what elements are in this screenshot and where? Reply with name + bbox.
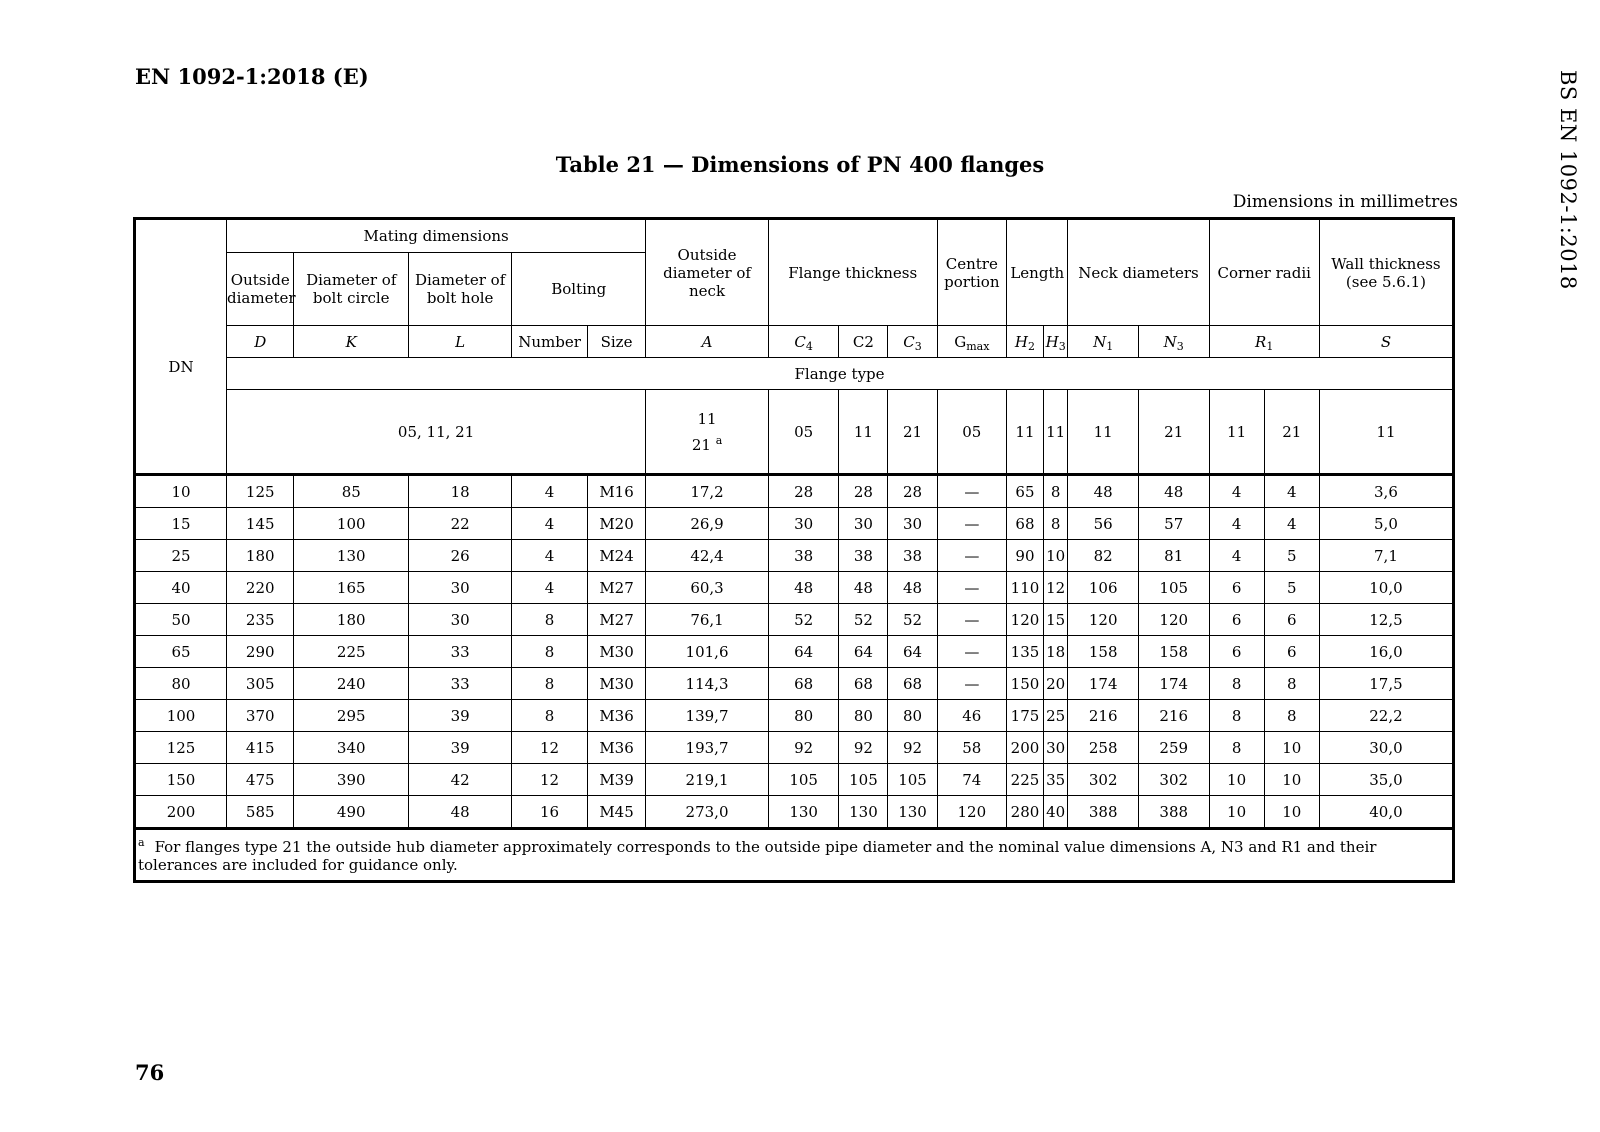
- table-cell: 17,5: [1319, 668, 1453, 700]
- table-cell: 125: [227, 475, 294, 508]
- flange-type-c2: 11: [839, 390, 888, 475]
- symbol-c3: [888, 326, 937, 358]
- table-cell: M30: [587, 668, 645, 700]
- table-cell: 4: [512, 540, 588, 572]
- table-cell: —: [937, 604, 1007, 636]
- table-cell: 28: [839, 475, 888, 508]
- table-cell: 302: [1068, 764, 1139, 796]
- table-cell: 6: [1264, 604, 1319, 636]
- symbol-h2: [1007, 326, 1044, 358]
- table-cell: 219,1: [646, 764, 769, 796]
- table-cell: 65: [1007, 475, 1044, 508]
- table-cell: 30: [888, 508, 937, 540]
- flange-type-row: [135, 358, 1454, 390]
- symbol-gmax: [937, 326, 1007, 358]
- table-cell: 16: [512, 796, 588, 829]
- table-cell: 6: [1209, 604, 1264, 636]
- table-cell: 56: [1068, 508, 1139, 540]
- flange-type-s: 11: [1319, 390, 1453, 475]
- table-cell: 114,3: [646, 668, 769, 700]
- table-cell: 305: [227, 668, 294, 700]
- table-cell: 68: [768, 668, 839, 700]
- table-cell: 17,2: [646, 475, 769, 508]
- flange-type-header: Flange type: [227, 358, 1454, 390]
- table-cell: 225: [294, 636, 409, 668]
- symbol-h3-sub: 3: [1058, 339, 1066, 353]
- table-cell: 10: [1209, 796, 1264, 829]
- outside-diameter-header: Outside diameter: [227, 253, 294, 326]
- table-cell: 4: [1209, 475, 1264, 508]
- table-cell: M27: [587, 572, 645, 604]
- table-cell: 10: [1209, 764, 1264, 796]
- table-cell: 80: [135, 668, 227, 700]
- table-cell: 10: [1264, 732, 1319, 764]
- table-cell: 58: [937, 732, 1007, 764]
- table-cell: 490: [294, 796, 409, 829]
- table-cell: 130: [839, 796, 888, 829]
- table-cell: 220: [227, 572, 294, 604]
- table-cell: 25: [1043, 700, 1068, 732]
- table-cell: 10: [135, 475, 227, 508]
- table-row: [135, 572, 1454, 604]
- table-row: [135, 636, 1454, 668]
- table-cell: 50: [135, 604, 227, 636]
- flange-type-g: 05: [937, 390, 1007, 475]
- table-cell: 225: [1007, 764, 1044, 796]
- table-cell: 52: [839, 604, 888, 636]
- table-cell: 68: [839, 668, 888, 700]
- table-cell: 175: [1007, 700, 1044, 732]
- side-document-id: BS EN 1092-1:2018: [1556, 70, 1580, 290]
- table-cell: 4: [512, 508, 588, 540]
- symbol-h3: [1043, 326, 1068, 358]
- table-cell: 158: [1138, 636, 1209, 668]
- flange-type-n1: 11: [1068, 390, 1139, 475]
- dimensions-table: [133, 217, 1455, 883]
- table-cell: 48: [839, 572, 888, 604]
- table-cell: 10,0: [1319, 572, 1453, 604]
- flange-type-neck-b: 21: [691, 435, 711, 454]
- symbol-h2-sub: 2: [1028, 339, 1036, 353]
- table-row: [135, 764, 1454, 796]
- table-cell: 174: [1068, 668, 1139, 700]
- table-cell: 25: [135, 540, 227, 572]
- table-row: [135, 475, 1454, 508]
- table-cell: 8: [512, 668, 588, 700]
- table-cell: 80: [839, 700, 888, 732]
- flange-type-mating: 05, 11, 21: [227, 390, 646, 475]
- table-cell: 40: [1043, 796, 1068, 829]
- symbol-c4: [768, 326, 839, 358]
- table-cell: 68: [1007, 508, 1044, 540]
- table-cell: 4: [1209, 508, 1264, 540]
- symbol-h2-letter: H: [1014, 332, 1029, 351]
- flange-type-neck-a: 11: [697, 409, 717, 428]
- table-cell: 101,6: [646, 636, 769, 668]
- table-cell: 90: [1007, 540, 1044, 572]
- table-cell: 57: [1138, 508, 1209, 540]
- table-cell: 48: [768, 572, 839, 604]
- table-cell: 15: [135, 508, 227, 540]
- table-cell: M27: [587, 604, 645, 636]
- symbol-d: D: [227, 326, 294, 358]
- table-cell: 12: [1043, 572, 1068, 604]
- table-cell: 42,4: [646, 540, 769, 572]
- symbol-c3-letter: C: [903, 332, 915, 351]
- symbol-r1-sub: 1: [1266, 339, 1274, 353]
- symbol-n3-sub: 3: [1176, 339, 1184, 353]
- table-cell: 8: [1043, 475, 1068, 508]
- table-cell: —: [937, 572, 1007, 604]
- table-cell: 150: [1007, 668, 1044, 700]
- symbol-s: S: [1319, 326, 1453, 358]
- table-cell: 16,0: [1319, 636, 1453, 668]
- table-cell: 105: [768, 764, 839, 796]
- table-cell: —: [937, 475, 1007, 508]
- table-cell: 415: [227, 732, 294, 764]
- table-cell: 139,7: [646, 700, 769, 732]
- table-cell: M20: [587, 508, 645, 540]
- table-row: [135, 540, 1454, 572]
- table-cell: 302: [1138, 764, 1209, 796]
- table-cell: M39: [587, 764, 645, 796]
- table-cell: 110: [1007, 572, 1044, 604]
- table-cell: 10: [1264, 764, 1319, 796]
- table-cell: 158: [1068, 636, 1139, 668]
- table-cell: 64: [888, 636, 937, 668]
- table-cell: 4: [1209, 540, 1264, 572]
- table-cell: 30: [768, 508, 839, 540]
- table-cell: 130: [888, 796, 937, 829]
- flange-type-c4: 05: [768, 390, 839, 475]
- table-cell: 100: [135, 700, 227, 732]
- table-cell: 10: [1043, 540, 1068, 572]
- table-cell: 64: [839, 636, 888, 668]
- table-cell: 8: [1209, 732, 1264, 764]
- table-row: [135, 604, 1454, 636]
- table-cell: 259: [1138, 732, 1209, 764]
- table-cell: 39: [408, 700, 511, 732]
- flange-thickness-header: Flange thickness: [768, 219, 937, 326]
- document-id: EN 1092-1:2018 (E): [135, 64, 369, 89]
- table-cell: 38: [888, 540, 937, 572]
- table-cell: 76,1: [646, 604, 769, 636]
- table-cell: 42: [408, 764, 511, 796]
- flange-type-n3: 21: [1138, 390, 1209, 475]
- table-cell: 5: [1264, 540, 1319, 572]
- table-cell: 295: [294, 700, 409, 732]
- table-cell: 92: [768, 732, 839, 764]
- table-cell: M45: [587, 796, 645, 829]
- symbol-gmax-letter: G: [954, 332, 967, 351]
- table-cell: 40: [135, 572, 227, 604]
- table-cell: 165: [294, 572, 409, 604]
- table-cell: 235: [227, 604, 294, 636]
- table-cell: —: [937, 668, 1007, 700]
- table-cell: 74: [937, 764, 1007, 796]
- table-cell: 7,1: [1319, 540, 1453, 572]
- table-row: [135, 668, 1454, 700]
- footnote-row: [135, 829, 1454, 882]
- table-cell: —: [937, 540, 1007, 572]
- flange-type-r1b: 21: [1264, 390, 1319, 475]
- mating-dimensions-header: Mating dimensions: [227, 219, 646, 253]
- table-cell: 18: [408, 475, 511, 508]
- symbol-c4-letter: C: [794, 332, 806, 351]
- symbol-c3-sub: 3: [914, 339, 922, 353]
- table-cell: 12: [512, 732, 588, 764]
- table-cell: 22,2: [1319, 700, 1453, 732]
- table-cell: 30: [408, 572, 511, 604]
- table-cell: 35,0: [1319, 764, 1453, 796]
- table-cell: M16: [587, 475, 645, 508]
- symbol-c2: C2: [839, 326, 888, 358]
- table-cell: 92: [839, 732, 888, 764]
- table-cell: 4: [512, 572, 588, 604]
- table-cell: 388: [1138, 796, 1209, 829]
- table-cell: 30,0: [1319, 732, 1453, 764]
- table-cell: 8: [1264, 668, 1319, 700]
- table-cell: 80: [888, 700, 937, 732]
- table-cell: 8: [1264, 700, 1319, 732]
- symbol-n1: [1068, 326, 1139, 358]
- table-cell: M24: [587, 540, 645, 572]
- table-cell: 52: [888, 604, 937, 636]
- table-cell: 8: [512, 604, 588, 636]
- table-cell: 258: [1068, 732, 1139, 764]
- corner-radii-header: Corner radii: [1209, 219, 1319, 326]
- table-cell: 92: [888, 732, 937, 764]
- units-note: Dimensions in millimetres: [1232, 192, 1458, 212]
- table-cell: 240: [294, 668, 409, 700]
- table-cell: 10: [1264, 796, 1319, 829]
- table-cell: 28: [768, 475, 839, 508]
- table-cell: 35: [1043, 764, 1068, 796]
- table-cell: 216: [1138, 700, 1209, 732]
- table-cell: 6: [1264, 636, 1319, 668]
- table-cell: 105: [888, 764, 937, 796]
- table-cell: —: [937, 636, 1007, 668]
- table-cell: 6: [1209, 636, 1264, 668]
- table-cell: 80: [768, 700, 839, 732]
- table-cell: 8: [1209, 668, 1264, 700]
- flange-type-h3: 11: [1043, 390, 1068, 475]
- table-cell: 8: [512, 636, 588, 668]
- table-cell: 5: [1264, 572, 1319, 604]
- table-cell: 105: [1138, 572, 1209, 604]
- table-cell: M36: [587, 700, 645, 732]
- symbol-n3: [1138, 326, 1209, 358]
- table-cell: 26: [408, 540, 511, 572]
- centre-portion-header: Centre portion: [937, 219, 1007, 326]
- table-cell: 8: [1043, 508, 1068, 540]
- table-cell: 105: [839, 764, 888, 796]
- symbol-r1-letter: R: [1255, 332, 1267, 351]
- table-cell: 280: [1007, 796, 1044, 829]
- table-cell: 12,5: [1319, 604, 1453, 636]
- table-cell: 370: [227, 700, 294, 732]
- table-cell: 180: [227, 540, 294, 572]
- symbol-n1-sub: 1: [1106, 339, 1114, 353]
- table-cell: 12: [512, 764, 588, 796]
- table-cell: —: [937, 508, 1007, 540]
- table-row: [135, 508, 1454, 540]
- flange-type-values-row: [135, 390, 1454, 475]
- symbol-n3-letter: N: [1163, 332, 1177, 351]
- table-cell: 39: [408, 732, 511, 764]
- table-cell: 30: [1043, 732, 1068, 764]
- table-cell: 48: [888, 572, 937, 604]
- table-row: [135, 700, 1454, 732]
- table-cell: 85: [294, 475, 409, 508]
- table-cell: 68: [888, 668, 937, 700]
- table-cell: 135: [1007, 636, 1044, 668]
- table-cell: 30: [839, 508, 888, 540]
- table-cell: 290: [227, 636, 294, 668]
- table-cell: 145: [227, 508, 294, 540]
- table-cell: 6: [1209, 572, 1264, 604]
- symbol-row: [135, 326, 1454, 358]
- symbol-r1: [1209, 326, 1319, 358]
- symbol-k: K: [294, 326, 409, 358]
- table-cell: 81: [1138, 540, 1209, 572]
- table-cell: 30: [408, 604, 511, 636]
- table-cell: 200: [1007, 732, 1044, 764]
- flange-type-neck-b-line: [646, 433, 768, 454]
- header-row-1: [135, 219, 1454, 253]
- table-cell: 28: [888, 475, 937, 508]
- table-cell: 8: [512, 700, 588, 732]
- table-cell: 100: [294, 508, 409, 540]
- symbol-l: L: [408, 326, 511, 358]
- table-cell: 4: [1264, 508, 1319, 540]
- table-cell: 120: [1007, 604, 1044, 636]
- table-cell: 15: [1043, 604, 1068, 636]
- page-number: 76: [135, 1060, 165, 1085]
- bolt-hole-header: Diameter of bolt hole: [408, 253, 511, 326]
- table-cell: 130: [768, 796, 839, 829]
- table-cell: 48: [1138, 475, 1209, 508]
- table-cell: 200: [135, 796, 227, 829]
- table-cell: 60,3: [646, 572, 769, 604]
- table-cell: 82: [1068, 540, 1139, 572]
- table-cell: 26,9: [646, 508, 769, 540]
- flange-type-h2: 11: [1007, 390, 1044, 475]
- bolting-header: Bolting: [512, 253, 646, 326]
- table-cell: 130: [294, 540, 409, 572]
- table-cell: 48: [1068, 475, 1139, 508]
- table-cell: 38: [839, 540, 888, 572]
- table-cell: 64: [768, 636, 839, 668]
- table-title: Table 21 — Dimensions of PN 400 flanges: [555, 152, 1045, 177]
- table-row: [135, 732, 1454, 764]
- table-cell: 65: [135, 636, 227, 668]
- footnote-text: For flanges type 21 the outside hub diameter approximately corresponds to the outside pipe diameter and the nominal value dimensions A, N3 and R1 and their tolerances are included for guidance only.: [138, 838, 1377, 874]
- table-cell: 125: [135, 732, 227, 764]
- symbol-h3-letter: H: [1045, 332, 1059, 351]
- wall-thickness-header: Wall thickness (see 5.6.1): [1319, 219, 1453, 326]
- table-cell: 180: [294, 604, 409, 636]
- table-cell: 48: [408, 796, 511, 829]
- table-cell: 46: [937, 700, 1007, 732]
- table-cell: 20: [1043, 668, 1068, 700]
- neck-diameters-header: Neck diameters: [1068, 219, 1209, 326]
- table-cell: 340: [294, 732, 409, 764]
- table-cell: 388: [1068, 796, 1139, 829]
- table-cell: 22: [408, 508, 511, 540]
- table-cell: M36: [587, 732, 645, 764]
- table-row: [135, 796, 1454, 829]
- flange-type-r1a: 11: [1209, 390, 1264, 475]
- table-cell: 475: [227, 764, 294, 796]
- length-header: Length: [1007, 219, 1068, 326]
- symbol-c4-sub: 4: [805, 339, 813, 353]
- table-cell: M30: [587, 636, 645, 668]
- number-header: Number: [512, 326, 588, 358]
- table-cell: 193,7: [646, 732, 769, 764]
- symbol-gmax-sub: max: [966, 339, 990, 353]
- flange-type-neck-b-note: a: [715, 433, 723, 447]
- neck-outside-diameter-header: Outside diameter of neck: [646, 219, 769, 326]
- table-cell: 585: [227, 796, 294, 829]
- table-cell: 40,0: [1319, 796, 1453, 829]
- table-cell: 3,6: [1319, 475, 1453, 508]
- table-cell: 18: [1043, 636, 1068, 668]
- bolt-circle-header: Diameter of bolt circle: [294, 253, 409, 326]
- symbol-n1-letter: N: [1093, 332, 1107, 351]
- table-cell: 4: [512, 475, 588, 508]
- table-cell: 216: [1068, 700, 1139, 732]
- size-header: Size: [587, 326, 645, 358]
- table-cell: 120: [1068, 604, 1139, 636]
- table-cell: 174: [1138, 668, 1209, 700]
- dn-label: DN: [135, 358, 227, 475]
- table-cell: 33: [408, 668, 511, 700]
- table-cell: 106: [1068, 572, 1139, 604]
- table-cell: 8: [1209, 700, 1264, 732]
- table-cell: 33: [408, 636, 511, 668]
- symbol-a: A: [646, 326, 769, 358]
- table-cell: 52: [768, 604, 839, 636]
- footnote: [135, 829, 1454, 882]
- table-cell: 120: [937, 796, 1007, 829]
- table-cell: 150: [135, 764, 227, 796]
- table-cell: 4: [1264, 475, 1319, 508]
- table-cell: 390: [294, 764, 409, 796]
- table-cell: 273,0: [646, 796, 769, 829]
- dn-header-cell: [135, 219, 227, 358]
- table-cell: 5,0: [1319, 508, 1453, 540]
- table-cell: 120: [1138, 604, 1209, 636]
- flange-type-neck: [646, 390, 769, 475]
- table-cell: 38: [768, 540, 839, 572]
- flange-type-c3: 21: [888, 390, 937, 475]
- footnote-marker: a: [138, 836, 145, 849]
